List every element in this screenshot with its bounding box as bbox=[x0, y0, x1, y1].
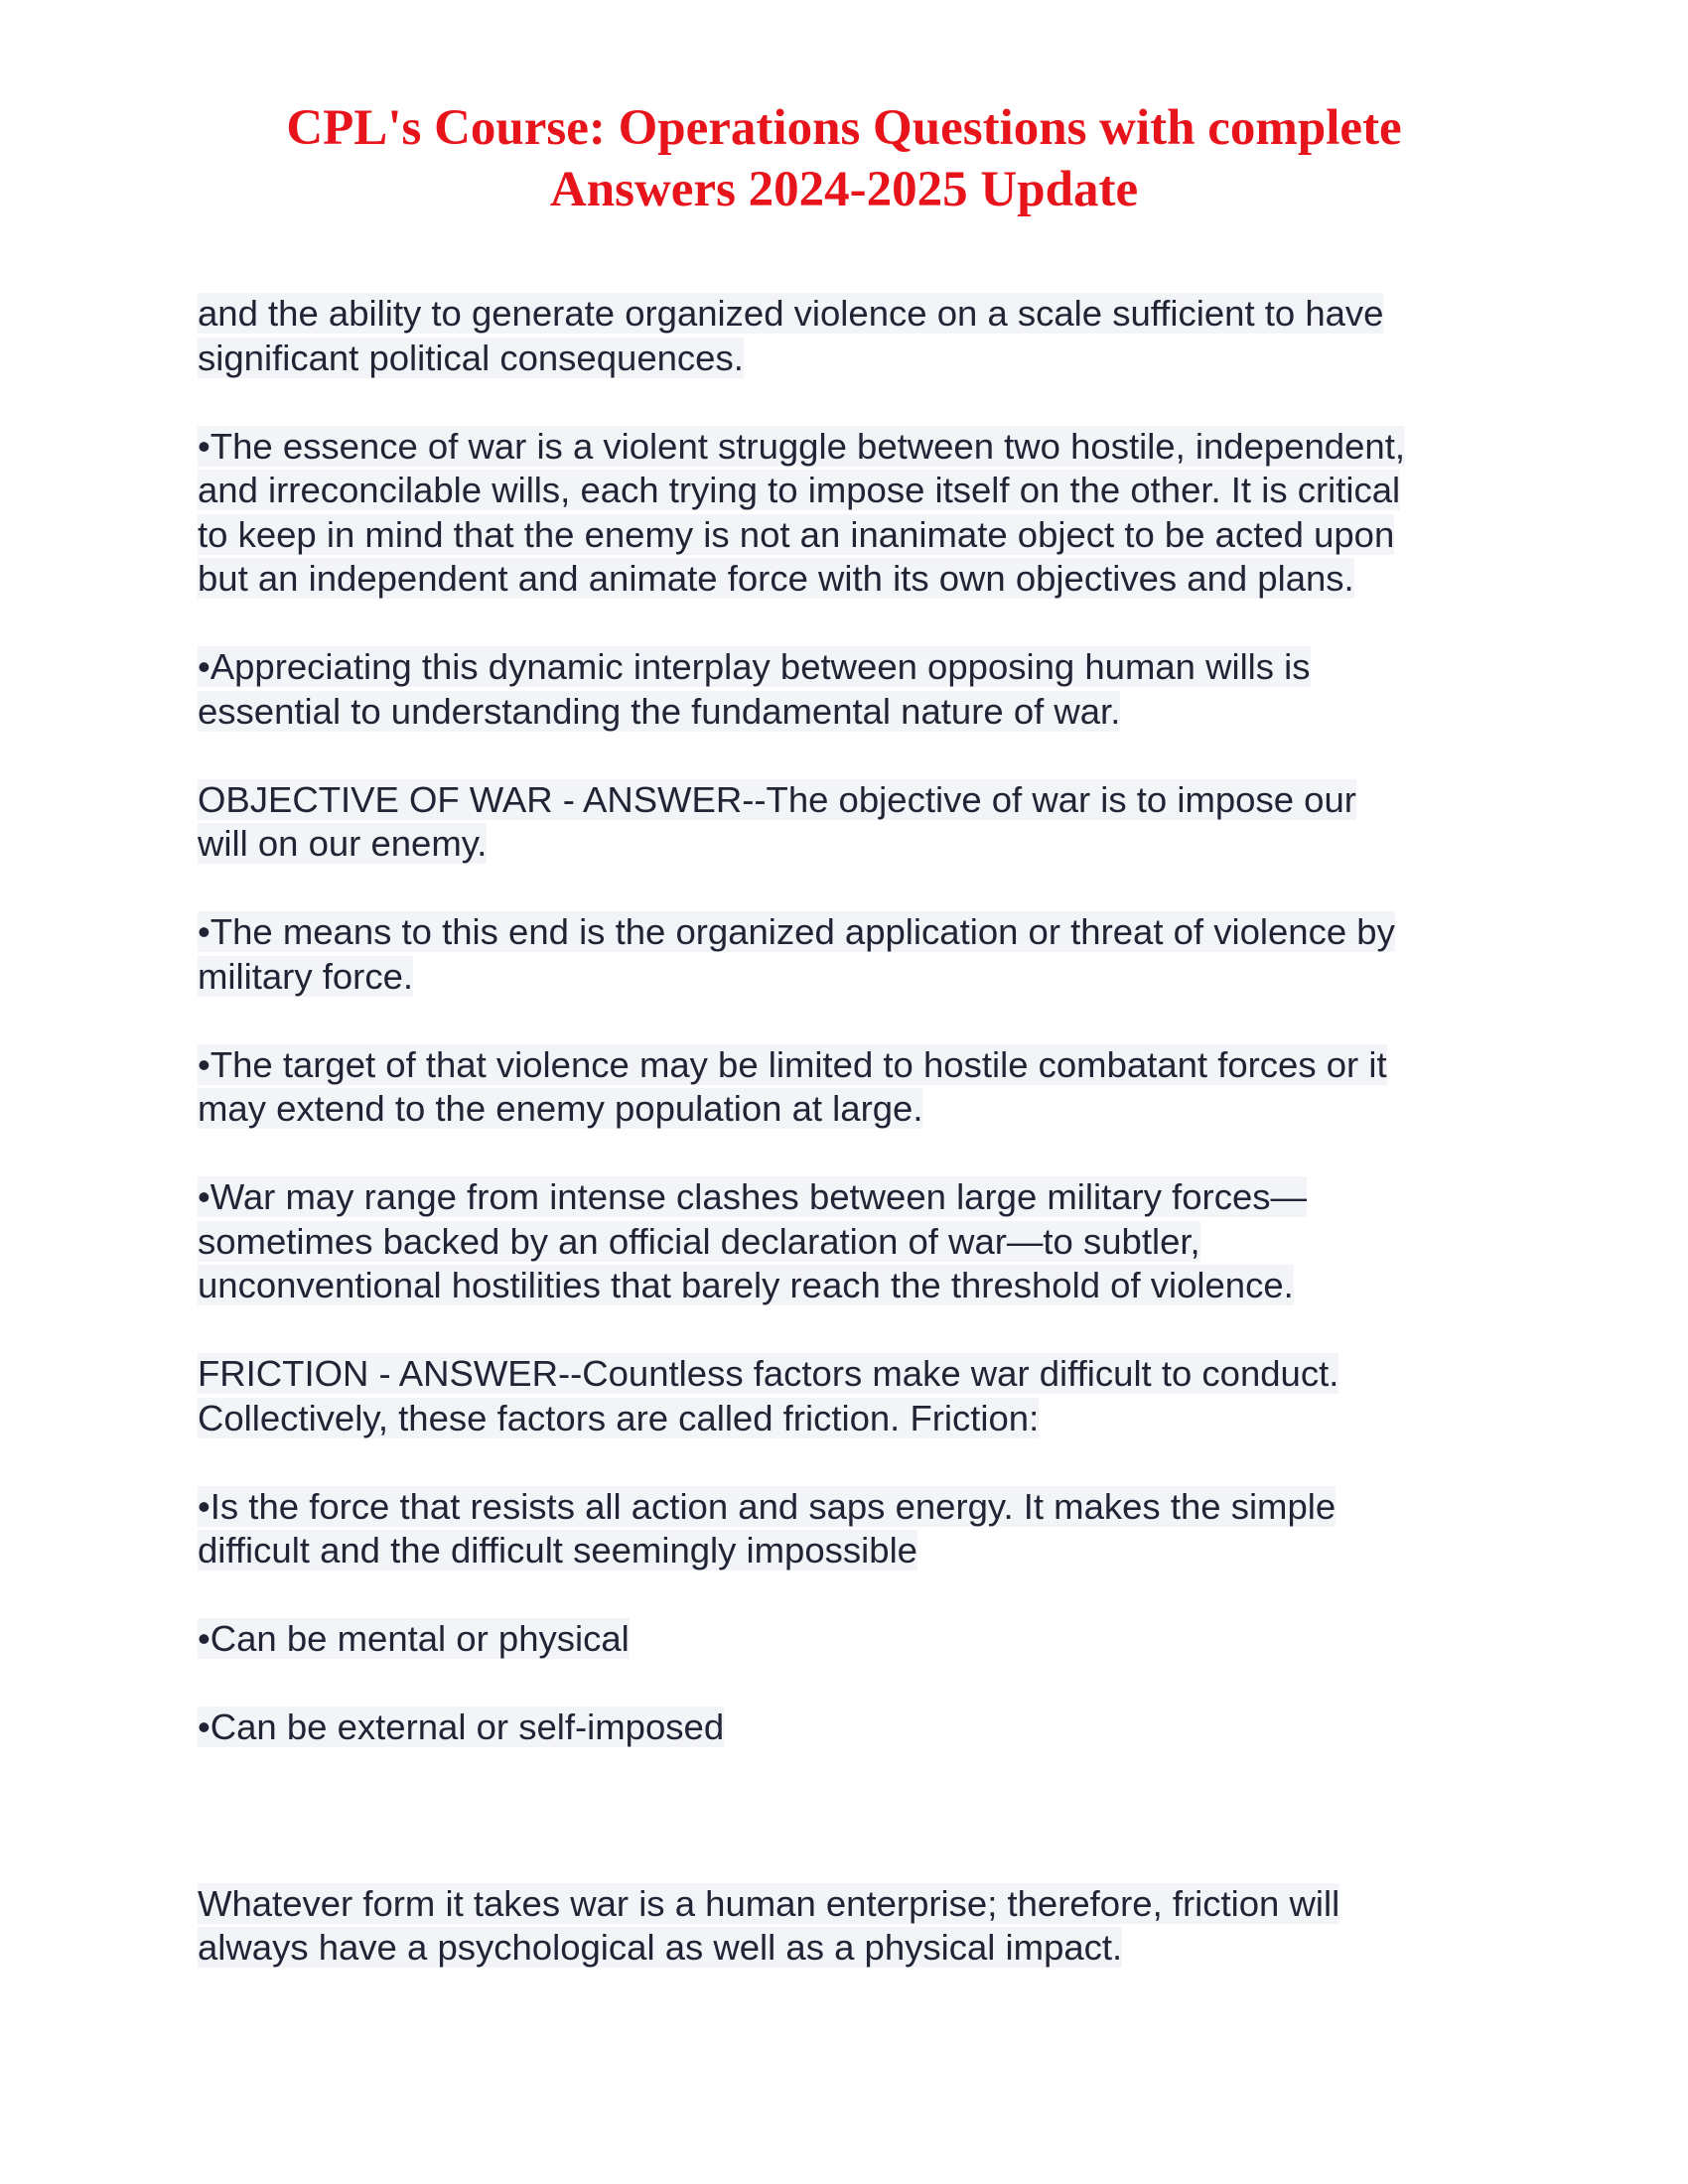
text-line: •Is the force that resists all action and saps energy. It makes the simple bbox=[198, 1485, 1336, 1527]
text-line: •Can be external or self-imposed bbox=[198, 1706, 725, 1747]
text-line: essential to understanding the fundamental nature of war. bbox=[198, 690, 1121, 732]
question-answer-paragraph bbox=[198, 778, 1508, 867]
bullet-paragraph bbox=[198, 1175, 1508, 1308]
text-line: unconventional hostilities that barely reach the threshold of violence. bbox=[198, 1265, 1294, 1305]
document-body bbox=[198, 292, 1508, 2014]
text-line: FRICTION - ANSWER--Countless factors make war difficult to conduct. bbox=[198, 1353, 1339, 1394]
text-line: and the ability to generate organized violence on a scale sufficient to have bbox=[198, 293, 1384, 334]
title-line: Answers 2024-2025 Update bbox=[549, 162, 1139, 217]
bullet-paragraph bbox=[198, 1043, 1508, 1132]
bullet-paragraph bbox=[198, 910, 1508, 999]
text-line: •Can be mental or physical bbox=[198, 1618, 630, 1659]
bullet-paragraph bbox=[198, 1706, 1508, 1750]
title-line: CPL's Course: Operations Questions with complete bbox=[286, 100, 1402, 156]
text-line: military force. bbox=[198, 955, 414, 997]
text-line: significant political consequences. bbox=[198, 337, 744, 378]
text-line: •The essence of war is a violent struggle between two hostile, independent, bbox=[198, 425, 1405, 467]
text-line: Whatever form it takes war is a human enterprise; therefore, friction will bbox=[198, 1882, 1340, 1924]
bullet-paragraph bbox=[198, 1485, 1508, 1573]
text-line: •The means to this end is the organized application or threat of violence by bbox=[198, 911, 1395, 952]
text-line: always have a psychological as well as a physical impact. bbox=[198, 1927, 1123, 1968]
text-line: but an independent and animate force with its own objectives and plans. bbox=[198, 558, 1354, 599]
paragraph bbox=[198, 1882, 1508, 1971]
bullet-paragraph bbox=[198, 425, 1508, 602]
text-line: •The target of that violence may be limited to hostile combatant forces or it bbox=[198, 1043, 1387, 1085]
text-line: to keep in mind that the enemy is not an inanimate object to be acted upon bbox=[198, 513, 1395, 555]
text-line: difficult and the difficult seemingly impossible bbox=[198, 1530, 917, 1570]
text-line: sometimes backed by an official declaration of war—to subtler, bbox=[198, 1220, 1200, 1262]
text-line: •Appreciating this dynamic interplay between opposing human wills is bbox=[198, 646, 1311, 687]
question-answer-paragraph bbox=[198, 1352, 1508, 1440]
bullet-paragraph bbox=[198, 645, 1508, 734]
text-line: Collectively, these factors are called friction. Friction: bbox=[198, 1397, 1040, 1438]
document-title bbox=[119, 97, 1569, 220]
text-line: OBJECTIVE OF WAR - ANSWER--The objective of war is to impose our bbox=[198, 778, 1356, 820]
text-line: •War may range from intense clashes between large military forces— bbox=[198, 1176, 1307, 1217]
bullet-paragraph bbox=[198, 1617, 1508, 1662]
text-line: and irreconcilable wills, each trying to impose itself on the other. It is critical bbox=[198, 470, 1401, 510]
text-line: will on our enemy. bbox=[198, 823, 488, 864]
paragraph bbox=[198, 292, 1508, 380]
text-line: may extend to the enemy population at large. bbox=[198, 1088, 923, 1129]
